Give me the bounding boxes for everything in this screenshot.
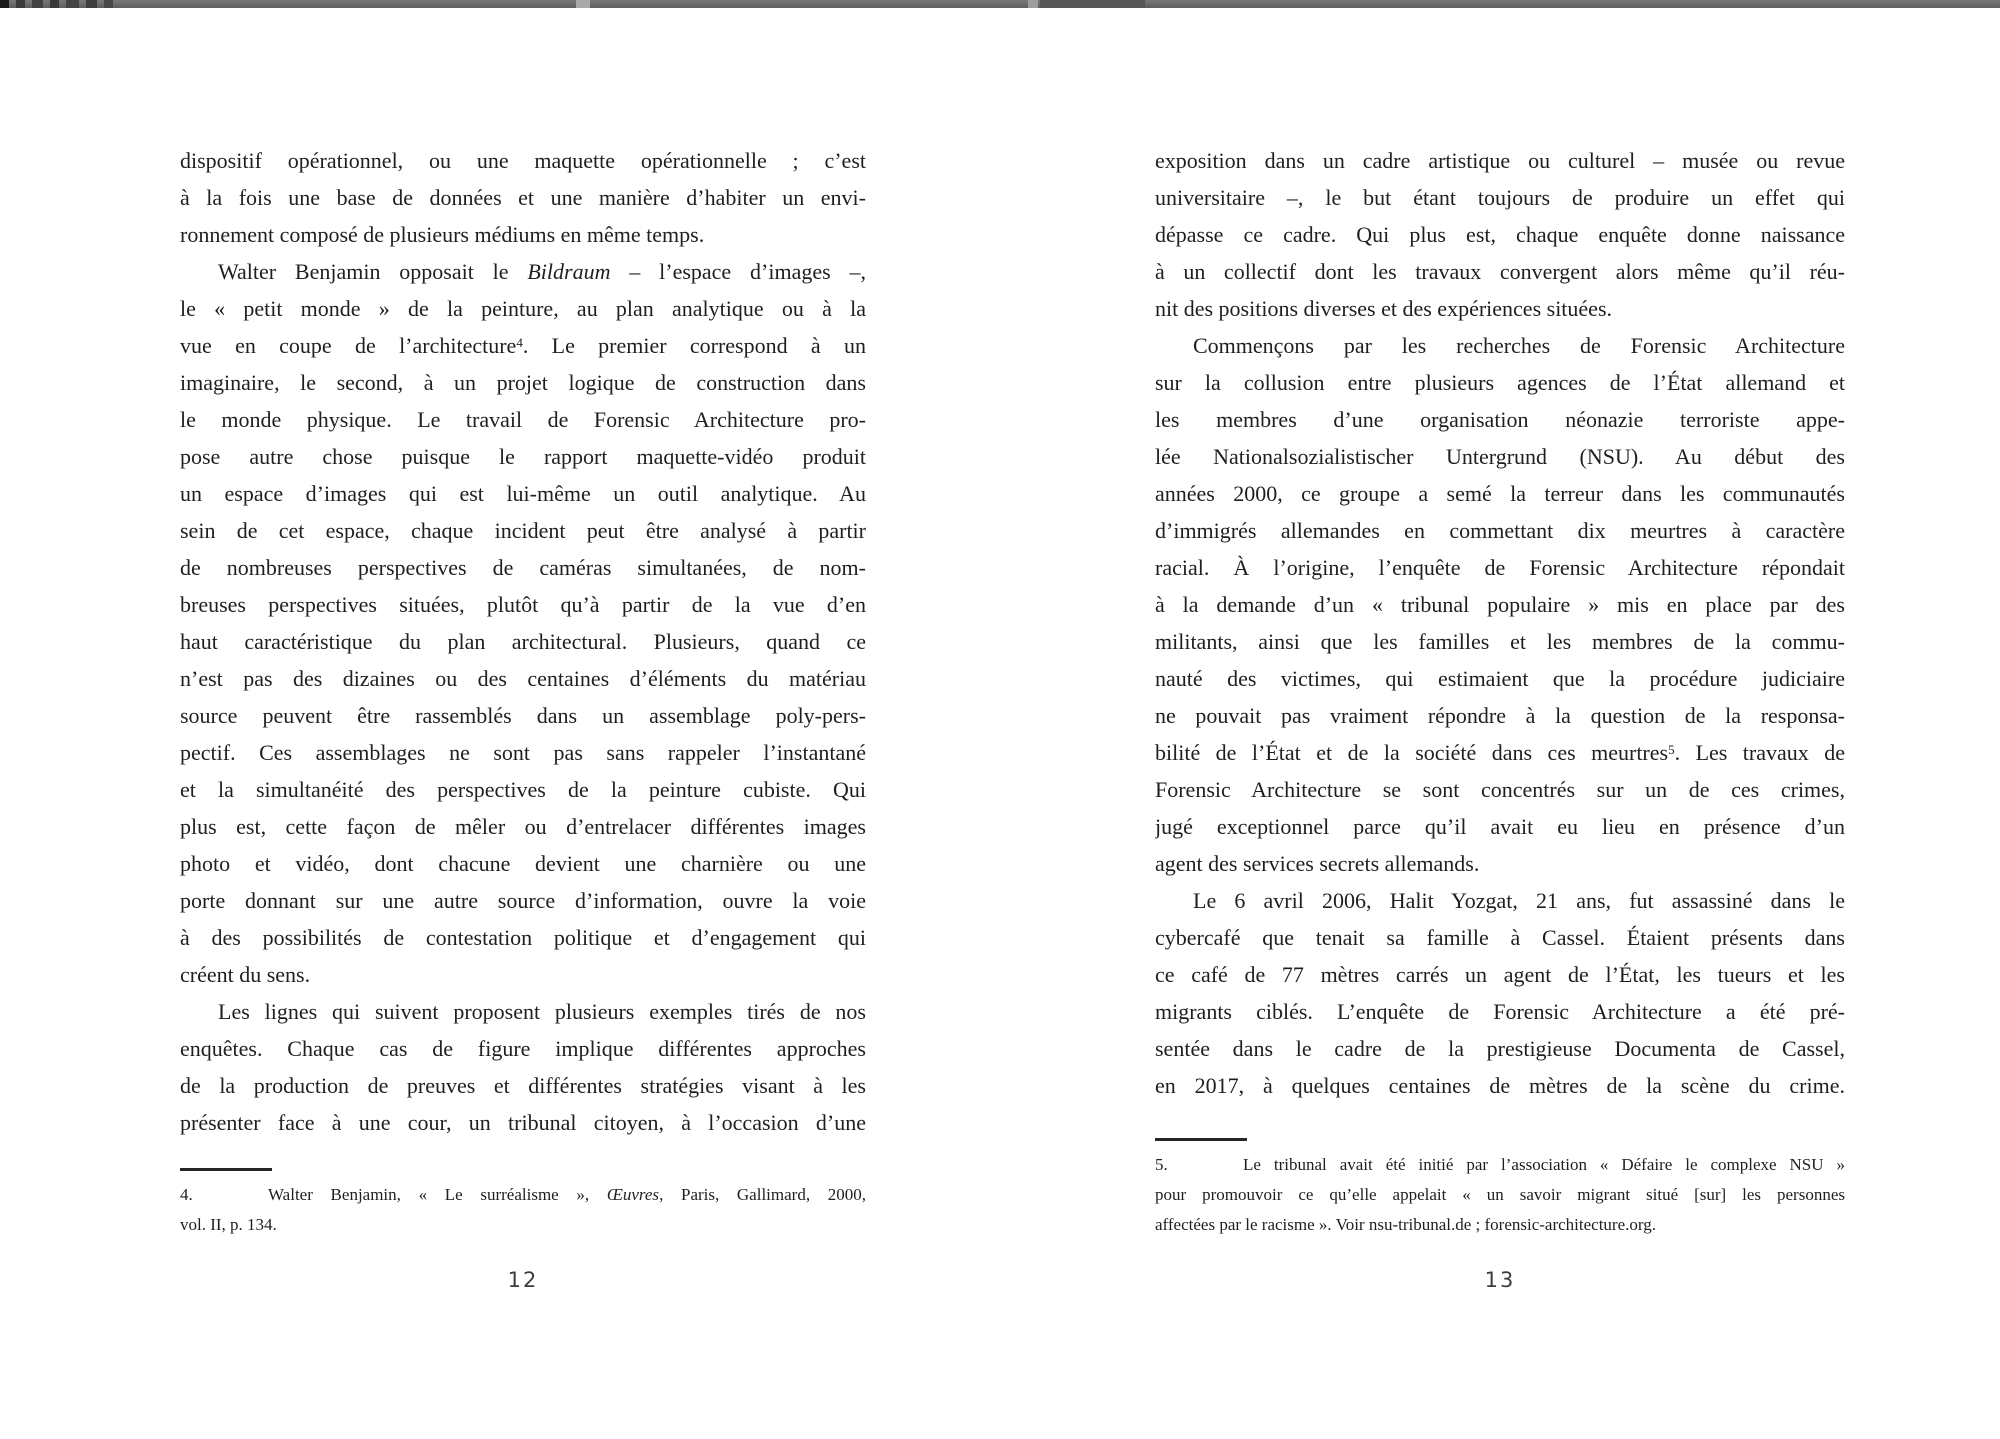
text-line: affectées par le racisme ». Voir nsu-tribunal.de ; forensic-architecture.org. (1155, 1215, 1656, 1234)
text-line: sentée dans le cadre de la prestigieuse Documenta de Cassel, (1155, 1036, 1845, 1061)
footnote-text (1155, 1150, 1845, 1240)
text-line: Forensic Architecture se sont concentrés sur un de ces crimes, (1155, 777, 1845, 802)
text-line: le monde physique. Le travail de Forensic Architecture pro- (180, 407, 866, 432)
text-line: universitaire –, le but étant toujours de produire un effet qui (1155, 185, 1845, 210)
text-line: ne pouvait pas vraiment répondre à la question de la responsa- (1155, 703, 1845, 728)
text-line: pose autre chose puisque le rapport maquette-vidéo produit (180, 444, 866, 469)
text-line: un espace d’images qui est lui-même un outil analytique. Au (180, 481, 866, 506)
scan-mark (66, 0, 79, 8)
paragraph (180, 142, 866, 253)
text-line: à un collectif dont les travaux convergent alors même qu’il réu- (1155, 259, 1845, 284)
scan-mark (50, 0, 59, 8)
text-line: de nombreuses perspectives de caméras simultanées, de nom- (180, 555, 866, 580)
text-line: Walter Benjamin opposait le Bildraum – l’espace d’images –, (218, 259, 866, 284)
text-line: 5. Le tribunal avait été initié par l’association « Défaire le complexe NSU » (1155, 1150, 1845, 1180)
footnote-rule (180, 1168, 272, 1171)
text-line: vue en coupe de l’architecture$^4$. Le premier correspond à un (180, 333, 866, 358)
text-line: racial. À l’origine, l’enquête de Forensic Architecture répondait (1155, 555, 1845, 580)
text-line: plus est, cette façon de mêler ou d’entrelacer différentes images (180, 814, 866, 839)
text-line: dépasse ce cadre. Qui plus est, chaque enquête donne naissance (1155, 222, 1845, 247)
page-number: 13 (1484, 1268, 1516, 1292)
scan-mark (86, 0, 97, 8)
text-line: migrants ciblés. L’enquête de Forensic Architecture a été pré- (1155, 999, 1845, 1024)
text-line: Le 6 avril 2006, Halit Yozgat, 21 ans, fut assassiné dans le (1193, 888, 1845, 913)
footnote (1155, 1138, 1845, 1240)
text-line: 4. Walter Benjamin, « Le surréalisme », Œuvres, Paris, Gallimard, 2000, (180, 1180, 866, 1210)
footnote-marker: 4. (180, 1185, 193, 1204)
text-line: haut caractéristique du plan architectural. Plusieurs, quand ce (180, 629, 866, 654)
paragraph (1155, 882, 1845, 1104)
text-line: photo et vidéo, dont chacune devient une charnière ou une (180, 851, 866, 876)
text-line: nauté des victimes, qui estimaient que la procédure judiciaire (1155, 666, 1845, 691)
text-line: en 2017, à quelques centaines de mètres de la scène du crime. (1155, 1073, 1845, 1098)
text-line: le « petit monde » de la peinture, au plan analytique ou à la (180, 296, 866, 321)
text-line: ce café de 77 mètres carrés un agent de l’État, les tueurs et les (1155, 962, 1845, 987)
text-line: présenter face à une cour, un tribunal citoyen, à l’occasion d’une (180, 1110, 866, 1135)
text-line: exposition dans un cadre artistique ou culturel – musée ou revue (1155, 148, 1845, 173)
scan-mark (104, 0, 113, 8)
page-right (1155, 0, 1845, 1439)
text-line: agent des services secrets allemands. (1155, 851, 1480, 876)
paragraph (1155, 142, 1845, 327)
text-line: jugé exceptionnel parce qu’il avait eu lieu en présence d’un (1155, 814, 1845, 839)
text-line: cybercafé que tenait sa famille à Cassel. Étaient présents dans (1155, 925, 1845, 950)
scan-mark (16, 0, 25, 8)
page-body (180, 142, 866, 1141)
scan-mark (32, 0, 43, 8)
page-number: 12 (507, 1268, 539, 1292)
paragraph (180, 253, 866, 993)
text-line: à des possibilités de contestation politique et d’engagement qui (180, 925, 866, 950)
text-line: Les lignes qui suivent proposent plusieurs exemples tirés de nos (218, 999, 866, 1024)
scan-mark (1028, 0, 1038, 8)
text-line: militants, ainsi que les familles et les membres de la commu- (1155, 629, 1845, 654)
text-line: sein de cet espace, chaque incident peut être analysé à partir (180, 518, 866, 543)
text-line: Commençons par les recherches de Forensic Architecture (1193, 333, 1845, 358)
text-line: à la fois une base de données et une manière d’habiter un envi- (180, 185, 866, 210)
text-line: porte donnant sur une autre source d’information, ouvre la voie (180, 888, 866, 913)
footnote-rule (1155, 1138, 1247, 1141)
text-line: et la simultanéité des perspectives de la peinture cubiste. Qui (180, 777, 866, 802)
text-line: vol. II, p. 134. (180, 1215, 277, 1234)
footnote-text (180, 1180, 866, 1240)
text-line: bilité de l’État et de la société dans ces meurtres$^5$. Les travaux de (1155, 740, 1845, 765)
text-line: créent du sens. (180, 962, 311, 987)
scan-mark (1040, 0, 1145, 8)
text-line: années 2000, ce groupe a semé la terreur dans les communautés (1155, 481, 1845, 506)
text-line: sur la collusion entre plusieurs agences de l’État allemand et (1155, 370, 1845, 395)
text-line: ronnement composé de plusieurs médiums en même temps. (180, 222, 705, 247)
footnote (180, 1168, 866, 1240)
text-line: nit des positions diverses et des expériences situées. (1155, 296, 1613, 321)
text-line: enquêtes. Chaque cas de figure implique différentes approches (180, 1036, 866, 1061)
footnote-marker: 5. (1155, 1155, 1168, 1174)
text-line: d’immigrés allemandes en commettant dix meurtres à caractère (1155, 518, 1845, 543)
text-line: n’est pas des dizaines ou des centaines d’éléments du matériau (180, 666, 866, 691)
text-line: pour promouvoir ce qu’elle appelait « un savoir migrant situé [sur] les personnes (1155, 1185, 1845, 1204)
text-line: à la demande d’un « tribunal populaire » mis en place par des (1155, 592, 1845, 617)
paragraph (1155, 327, 1845, 882)
text-line: breuses perspectives situées, plutôt qu’à partir de la vue d’en (180, 592, 866, 617)
text-line: de la production de preuves et différentes stratégies visant à les (180, 1073, 866, 1098)
text-line: lée Nationalsozialistischer Untergrund (NSU). Au début des (1155, 444, 1845, 469)
text-line: pectif. Ces assemblages ne sont pas sans rappeler l’instantané (180, 740, 866, 765)
paragraph (180, 993, 866, 1141)
scan-mark (0, 0, 9, 8)
page-body (1155, 142, 1845, 1104)
text-line: imaginaire, le second, à un projet logique de construction dans (180, 370, 866, 395)
page-left (180, 0, 866, 1439)
text-line: source peuvent être rassemblés dans un assemblage poly-pers- (180, 703, 866, 728)
text-line: dispositif opérationnel, ou une maquette opérationnelle ; c’est (180, 148, 866, 173)
text-line: les membres d’une organisation néonazie terroriste appe- (1155, 407, 1845, 432)
